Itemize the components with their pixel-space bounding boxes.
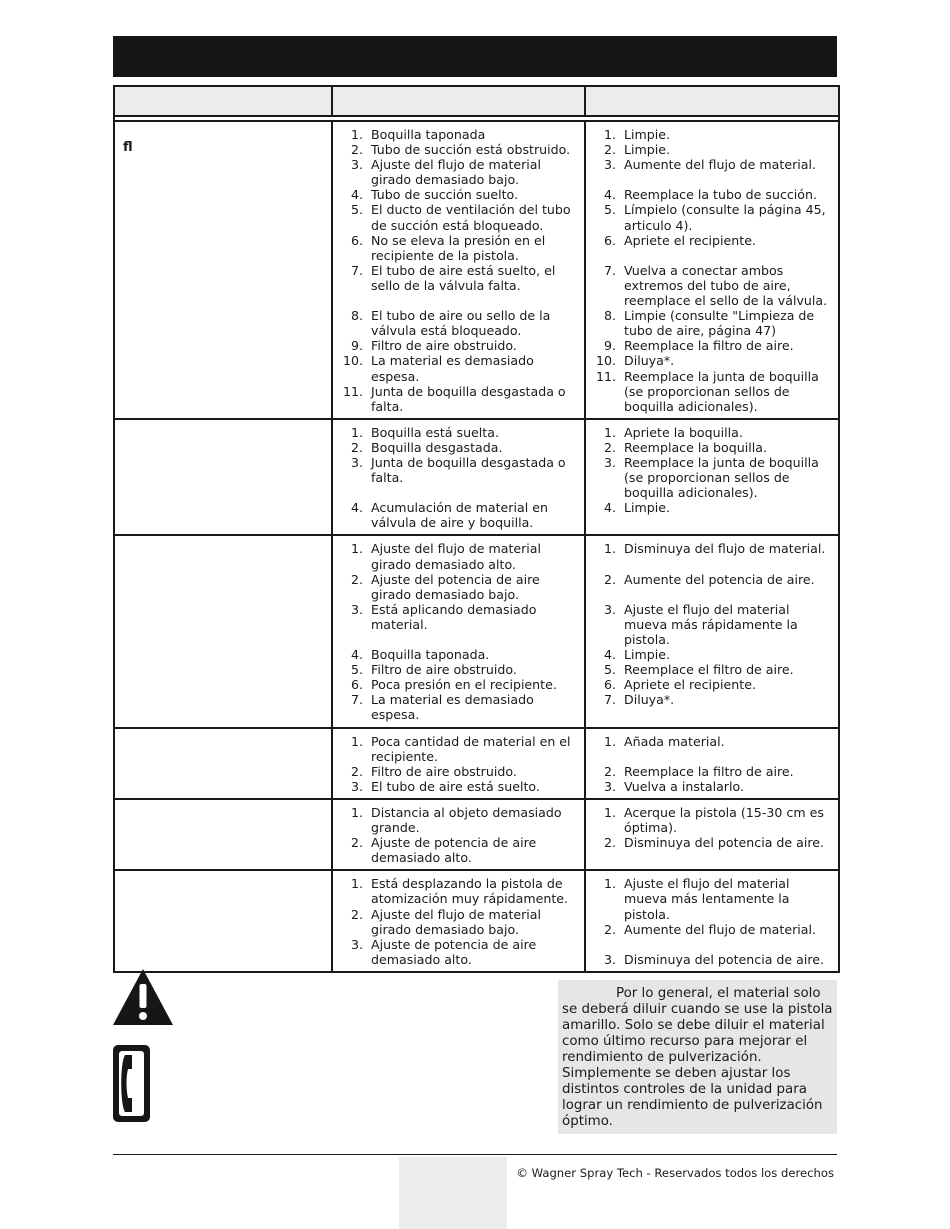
item-number: 1.	[350, 127, 363, 142]
list-item	[594, 353, 834, 368]
item-text: Está desplazando la pistola de atomización muy rápidamente.	[371, 876, 569, 907]
item-number: 2.	[603, 439, 616, 455]
list-item	[341, 425, 580, 440]
item-text: Aumente del potencia de aire.	[624, 571, 815, 587]
item-text: Tubo de succión suelto.	[371, 187, 519, 203]
item-number: 6.	[603, 232, 616, 248]
item-number: 3.	[350, 454, 363, 470]
item-number: 2.	[350, 142, 363, 158]
item-text: Boquilla está suelta.	[371, 424, 499, 440]
item-number: 3.	[350, 936, 363, 952]
causes-list	[333, 420, 584, 535]
item-text: Disminuya del potencia de aire.	[624, 835, 825, 851]
item-text: Reemplace la junta de boquilla (se proporcionan sellos de boquilla adicionales).	[624, 368, 819, 414]
item-number: 5.	[350, 202, 363, 218]
problem-cell	[114, 728, 332, 799]
header-solution	[585, 86, 839, 116]
item-number: 1.	[603, 541, 616, 557]
item-text: Aumente del flujo de material.	[624, 921, 816, 937]
item-text: Diluya*.	[624, 692, 675, 708]
item-number: 4.	[603, 647, 616, 663]
item-number: 2.	[350, 571, 363, 587]
list-item	[594, 647, 834, 662]
item-text: Acumulación de material en válvula de aire y boquilla.	[371, 500, 548, 531]
item-text: Añada material.	[624, 733, 725, 749]
list-item	[594, 602, 834, 647]
item-number: 1.	[350, 804, 363, 820]
telephone-icon	[113, 1045, 150, 1122]
item-text: Limpie.	[624, 500, 671, 516]
item-text: Diluya*.	[624, 353, 675, 369]
list-item	[594, 835, 834, 850]
solution-cell	[585, 728, 839, 799]
item-number: 1.	[350, 876, 363, 892]
page-number-tab	[399, 1157, 507, 1229]
item-number: 5.	[350, 662, 363, 678]
item-number: 2.	[350, 763, 363, 779]
list-item	[341, 233, 580, 263]
solution-cell	[585, 121, 839, 419]
problem-cell	[114, 870, 332, 972]
item-text: Filtro de aire obstruido.	[371, 763, 517, 779]
solutions-list	[586, 420, 838, 520]
cause-cell	[332, 728, 585, 799]
copyright-text: © Wagner Spray Tech - Reservados todos los derechos	[516, 1166, 834, 1180]
item-number: 2.	[603, 571, 616, 587]
list-item	[594, 952, 834, 967]
item-text: Apriete el recipiente.	[624, 677, 756, 693]
header-cause	[332, 86, 585, 116]
cause-cell	[332, 121, 585, 419]
problem-text	[115, 871, 331, 889]
item-text: Ajuste del flujo de material girado demasiado bajo.	[371, 906, 542, 937]
item-text: Apriete el recipiente.	[624, 232, 756, 248]
item-text: Boquilla taponada.	[371, 647, 490, 663]
list-item	[594, 541, 834, 556]
item-number: 2.	[603, 835, 616, 851]
footer-rule	[113, 1154, 837, 1155]
item-text: Ajuste el flujo del material mueva más lentamente la pistola.	[624, 876, 790, 922]
item-number: 2.	[603, 142, 616, 158]
list-item	[594, 876, 834, 921]
item-number: 1.	[603, 876, 616, 892]
item-number: 5.	[603, 202, 616, 218]
list-item	[341, 187, 580, 202]
list-item	[594, 142, 834, 157]
list-item	[594, 425, 834, 440]
list-item	[341, 127, 580, 142]
item-number: 6.	[350, 677, 363, 693]
list-item	[594, 440, 834, 455]
table-row	[114, 535, 839, 727]
list-item	[341, 692, 580, 722]
item-text: Apriete la boquilla.	[624, 424, 743, 440]
item-text: Limpie.	[624, 647, 671, 663]
item-text: Boquilla desgastada.	[371, 439, 503, 455]
item-text: Ajuste del potencia de aire girado demasiado bajo.	[371, 571, 540, 602]
list-item	[594, 455, 834, 500]
item-number: 11.	[342, 383, 363, 399]
item-text: Reemplace la filtro de aire.	[624, 338, 794, 354]
item-number: 10.	[595, 353, 616, 369]
problem-cell	[114, 419, 332, 536]
item-text: Poca presión en el recipiente.	[371, 677, 557, 693]
list-item	[594, 662, 834, 677]
causes-list	[333, 729, 584, 798]
item-number: 3.	[603, 157, 616, 173]
item-text: Limpie (consulte "Limpieza de tubo de aire, página 47)	[624, 308, 815, 339]
item-text: La material es demasiado espesa.	[371, 353, 534, 384]
item-text: El tubo de aire está suelto, el sello de la válvula falta.	[371, 262, 556, 293]
list-item	[341, 764, 580, 779]
item-number: 1.	[350, 733, 363, 749]
list-item	[594, 500, 834, 515]
list-item	[341, 907, 580, 937]
list-item	[341, 157, 580, 187]
item-number: 1.	[603, 424, 616, 440]
item-text: Reemplace el filtro de aire.	[624, 662, 794, 678]
list-item	[594, 677, 834, 692]
causes-list	[333, 800, 584, 869]
item-number: 10.	[342, 353, 363, 369]
item-text: Filtro de aire obstruido.	[371, 338, 517, 354]
item-number: 3.	[603, 454, 616, 470]
list-item	[341, 353, 580, 383]
item-number: 4.	[350, 500, 363, 516]
item-text: Ajuste del flujo de material girado demasiado alto.	[371, 541, 542, 572]
item-number: 2.	[350, 835, 363, 851]
list-item	[594, 127, 834, 142]
item-number: 2.	[350, 906, 363, 922]
item-text: Boquilla taponada	[371, 127, 486, 142]
problem-text: ﬂ	[123, 140, 133, 155]
list-item	[341, 202, 580, 232]
item-number: 5.	[603, 662, 616, 678]
solutions-list	[586, 122, 838, 418]
item-number: 9.	[350, 338, 363, 354]
list-item	[341, 835, 580, 865]
troubleshooting-table	[113, 85, 840, 973]
item-number: 7.	[603, 262, 616, 278]
cause-cell	[332, 419, 585, 536]
list-item	[341, 440, 580, 455]
item-text: Está aplicando demasiado material.	[371, 601, 537, 632]
item-text: Junta de boquilla desgastada o falta.	[371, 383, 566, 414]
item-number: 3.	[350, 778, 363, 794]
item-text: Reemplace la tubo de succión.	[624, 187, 818, 203]
item-number: 9.	[603, 338, 616, 354]
item-text: Vuelva a conectar ambos extremos del tubo de aire, reemplace el sello de la válvula.	[624, 262, 828, 309]
item-number: 3.	[603, 601, 616, 617]
problem-cell	[114, 121, 332, 419]
item-text: Limpie.	[624, 127, 671, 142]
table-row	[114, 419, 839, 536]
item-text: Ajuste el flujo del material mueva más rápidamente la pistola.	[624, 601, 798, 647]
item-number: 3.	[603, 951, 616, 967]
list-item	[594, 187, 834, 202]
item-text: El ducto de ventilación del tubo de succión está bloqueado.	[371, 202, 571, 233]
list-item	[341, 455, 580, 485]
problem-text	[115, 800, 331, 818]
item-number: 2.	[603, 921, 616, 937]
item-number: 7.	[350, 692, 363, 708]
warning-triangle-icon	[112, 968, 174, 1026]
item-number: 2.	[603, 763, 616, 779]
list-item	[594, 692, 834, 707]
item-text: Limpie.	[624, 142, 671, 158]
list-item	[341, 734, 580, 764]
item-text: Filtro de aire obstruido.	[371, 662, 517, 678]
list-item	[341, 338, 580, 353]
item-text: Poca cantidad de material en el recipiente.	[371, 733, 571, 764]
item-number: 3.	[350, 157, 363, 173]
problem-text	[115, 420, 331, 438]
item-text: Reemplace la junta de boquilla (se proporcionan sellos de boquilla adicionales).	[624, 454, 819, 501]
note-text: Por lo general, el material solo se deberá diluir cuando se use la pistola amarillo. Solo se debe diluir el material como último recurso para mejorar el rendimiento de pulverización. Simplemente se deben ajustar los distintos controles de la unidad para lograr un rendimiento de pulverización óptimo.	[562, 986, 833, 1129]
problem-cell	[114, 535, 332, 727]
list-item	[594, 157, 834, 172]
problem-cell	[114, 799, 332, 870]
item-text: La material es demasiado espesa.	[371, 692, 534, 723]
list-item	[594, 572, 834, 587]
solutions-list	[586, 536, 838, 711]
list-item	[594, 369, 834, 414]
list-item	[594, 263, 834, 308]
table-row	[114, 799, 839, 870]
list-item	[594, 779, 834, 794]
item-number: 7.	[350, 262, 363, 278]
item-text: Vuelva a instalarlo.	[624, 778, 744, 794]
item-text: Junta de boquilla desgastada o falta.	[371, 454, 566, 486]
list-item	[341, 308, 580, 338]
header-problem	[114, 86, 332, 116]
item-number: 4.	[350, 187, 363, 203]
cause-cell	[332, 799, 585, 870]
item-number: 1.	[350, 424, 363, 440]
causes-list	[333, 536, 584, 726]
list-item	[341, 602, 580, 632]
list-item	[341, 263, 580, 293]
item-number: 8.	[350, 308, 363, 324]
list-item	[341, 677, 580, 692]
solutions-list	[586, 800, 838, 854]
item-text: Disminuya del potencia de aire.	[624, 951, 825, 967]
item-text: Ajuste de potencia de aire demasiado alto.	[371, 835, 537, 866]
item-number: 6.	[603, 677, 616, 693]
causes-list	[333, 122, 584, 418]
solution-cell	[585, 870, 839, 972]
list-item	[341, 937, 580, 967]
item-number: 1.	[603, 733, 616, 749]
item-number: 8.	[603, 308, 616, 324]
list-item	[594, 308, 834, 338]
list-item	[341, 647, 580, 662]
item-text: Disminuya del flujo de material.	[624, 541, 826, 557]
solution-cell	[585, 419, 839, 536]
item-text: Distancia al objeto demasiado grande.	[371, 804, 562, 836]
list-item	[341, 876, 580, 906]
item-text: Ajuste de potencia de aire demasiado alto.	[371, 936, 537, 967]
table-header-row	[114, 86, 839, 116]
list-item	[594, 202, 834, 232]
item-number: 3.	[603, 778, 616, 794]
item-text: Reemplace la filtro de aire.	[624, 763, 794, 779]
item-number: 4.	[350, 647, 363, 663]
item-text: Acerque la pistola (15-30 cm es óptima).	[624, 804, 824, 836]
list-item	[594, 233, 834, 248]
item-number: 6.	[350, 232, 363, 248]
table-row	[114, 121, 839, 419]
cause-cell	[332, 535, 585, 727]
list-item	[341, 779, 580, 794]
item-text: El tubo de aire está suelto.	[371, 778, 540, 794]
problem-text	[115, 536, 331, 554]
causes-list	[333, 871, 584, 971]
list-item	[341, 500, 580, 530]
section-title-bar	[113, 36, 837, 77]
table-row	[114, 870, 839, 972]
list-item	[341, 142, 580, 157]
table-row	[114, 728, 839, 799]
list-item	[341, 541, 580, 571]
item-number: 11.	[595, 368, 616, 384]
list-item	[594, 734, 834, 749]
list-item	[594, 805, 834, 835]
list-item	[341, 805, 580, 835]
list-item	[594, 922, 834, 937]
list-item	[341, 662, 580, 677]
cause-cell	[332, 870, 585, 972]
item-number: 4.	[603, 500, 616, 516]
item-number: 2.	[350, 439, 363, 455]
item-text: Tubo de succión está obstruido.	[371, 142, 571, 158]
list-item	[341, 572, 580, 602]
item-number: 4.	[603, 187, 616, 203]
item-number: 1.	[603, 804, 616, 820]
item-number: 1.	[603, 127, 616, 142]
item-text: El tubo de aire ou sello de la válvula está bloqueado.	[371, 308, 551, 339]
item-number: 3.	[350, 601, 363, 617]
item-text: Límpielo (consulte la página 45, articulo 4).	[624, 202, 826, 233]
solutions-list	[586, 871, 838, 971]
item-text: No se eleva la presión en el recipiente de la pistola.	[371, 232, 546, 263]
item-number: 7.	[603, 692, 616, 708]
solution-cell	[585, 799, 839, 870]
list-item	[594, 338, 834, 353]
problem-text	[115, 729, 331, 747]
item-number: 1.	[350, 541, 363, 557]
item-text: Aumente del flujo de material.	[624, 157, 816, 173]
item-text: Reemplace la boquilla.	[624, 439, 767, 455]
solution-cell	[585, 535, 839, 727]
solutions-list	[586, 729, 838, 798]
item-text: Ajuste del flujo de material girado demasiado bajo.	[371, 157, 542, 188]
list-item	[594, 764, 834, 779]
list-item	[341, 384, 580, 414]
